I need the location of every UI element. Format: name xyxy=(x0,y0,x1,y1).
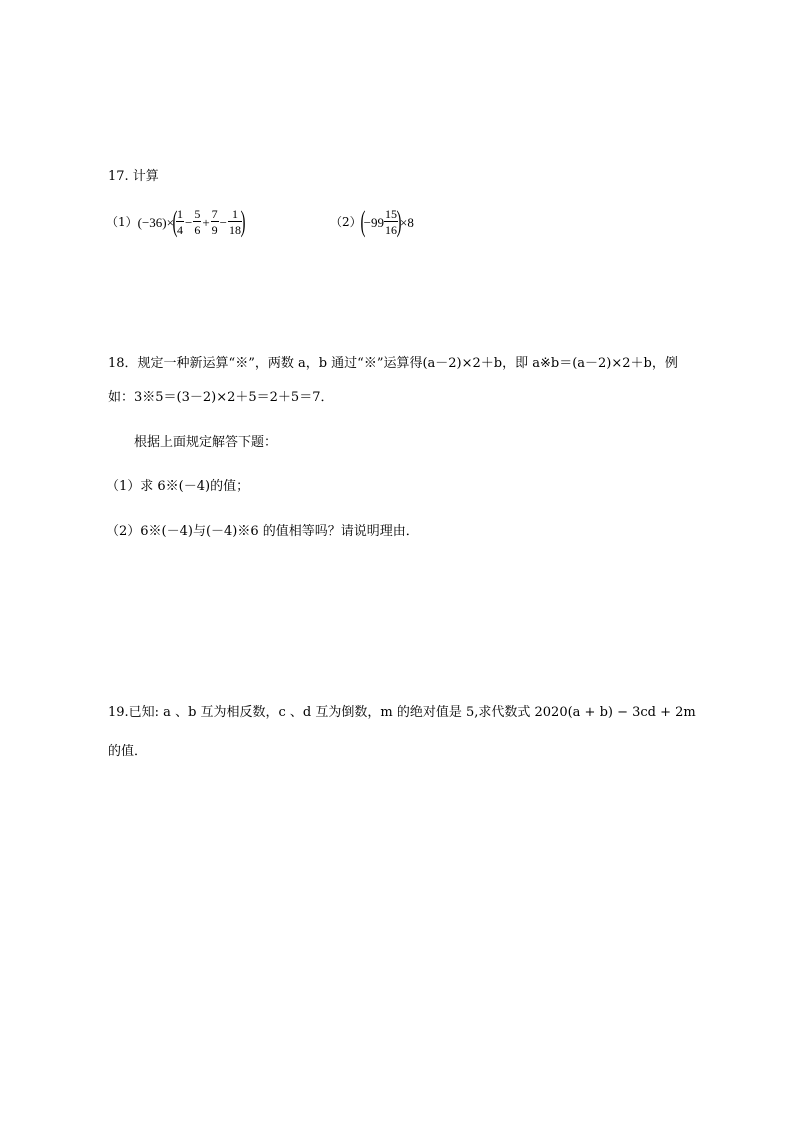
operator: − xyxy=(219,214,227,230)
fraction-1: $\frac{1}{4}$ xyxy=(176,207,183,237)
mixed-fraction: $\frac{15}{16}$ xyxy=(384,207,397,237)
q18-line1: 18．规定一种新运算“※”，两数 a，b 通过“※”运算得(a－2)×2＋b，即 a※b＝(a－2)×2＋b，例 xyxy=(108,356,678,371)
left-paren: ( xyxy=(360,205,366,238)
q18-part2: （2）6※(－4)与(－4)※6 的值相等吗？请说明理由． xyxy=(106,524,419,539)
q17-part2-whole: −99 xyxy=(363,214,384,230)
q17-title: 计算 xyxy=(132,169,159,184)
q17-part1-label: （1） xyxy=(106,215,138,229)
q17-part1-lead: (−36)× xyxy=(137,214,174,230)
q19-line2: 的值． xyxy=(108,744,148,759)
q17-part2-tail: ×8 xyxy=(399,214,414,230)
q17-part1 xyxy=(106,207,244,237)
fraction-3: $\frac{7}{9}$ xyxy=(211,207,218,237)
q19-line1: 19.已知: a 、b 互为相反数，c 、d 互为倒数，m 的绝对值是 5,求代数式 2020(a + b) − 3cd + 2m xyxy=(108,705,696,720)
q18-line3: 根据上面规定解答下题： xyxy=(134,435,278,450)
operator: + xyxy=(202,214,210,230)
q17-part2-expression xyxy=(330,207,414,237)
left-paren: ( xyxy=(172,205,178,238)
q17-part2-label: （2） xyxy=(330,215,362,229)
right-paren: ) xyxy=(240,205,246,238)
q17-number: 17. xyxy=(108,169,129,184)
q18-part1: （1）求 6※(－4)的值； xyxy=(106,479,250,494)
right-paren: ) xyxy=(396,205,402,238)
fraction-4: $\frac{1}{18}$ xyxy=(229,207,241,237)
operator: − xyxy=(184,214,193,230)
q17-part2 xyxy=(330,207,414,237)
q17-part1-expression xyxy=(106,207,244,237)
fraction-2: $\frac{5}{6}$ xyxy=(194,207,201,237)
q18-line2: 如：3※5＝(3－2)×2＋5＝2＋5＝7． xyxy=(108,390,334,405)
q17-title-line xyxy=(108,170,159,183)
